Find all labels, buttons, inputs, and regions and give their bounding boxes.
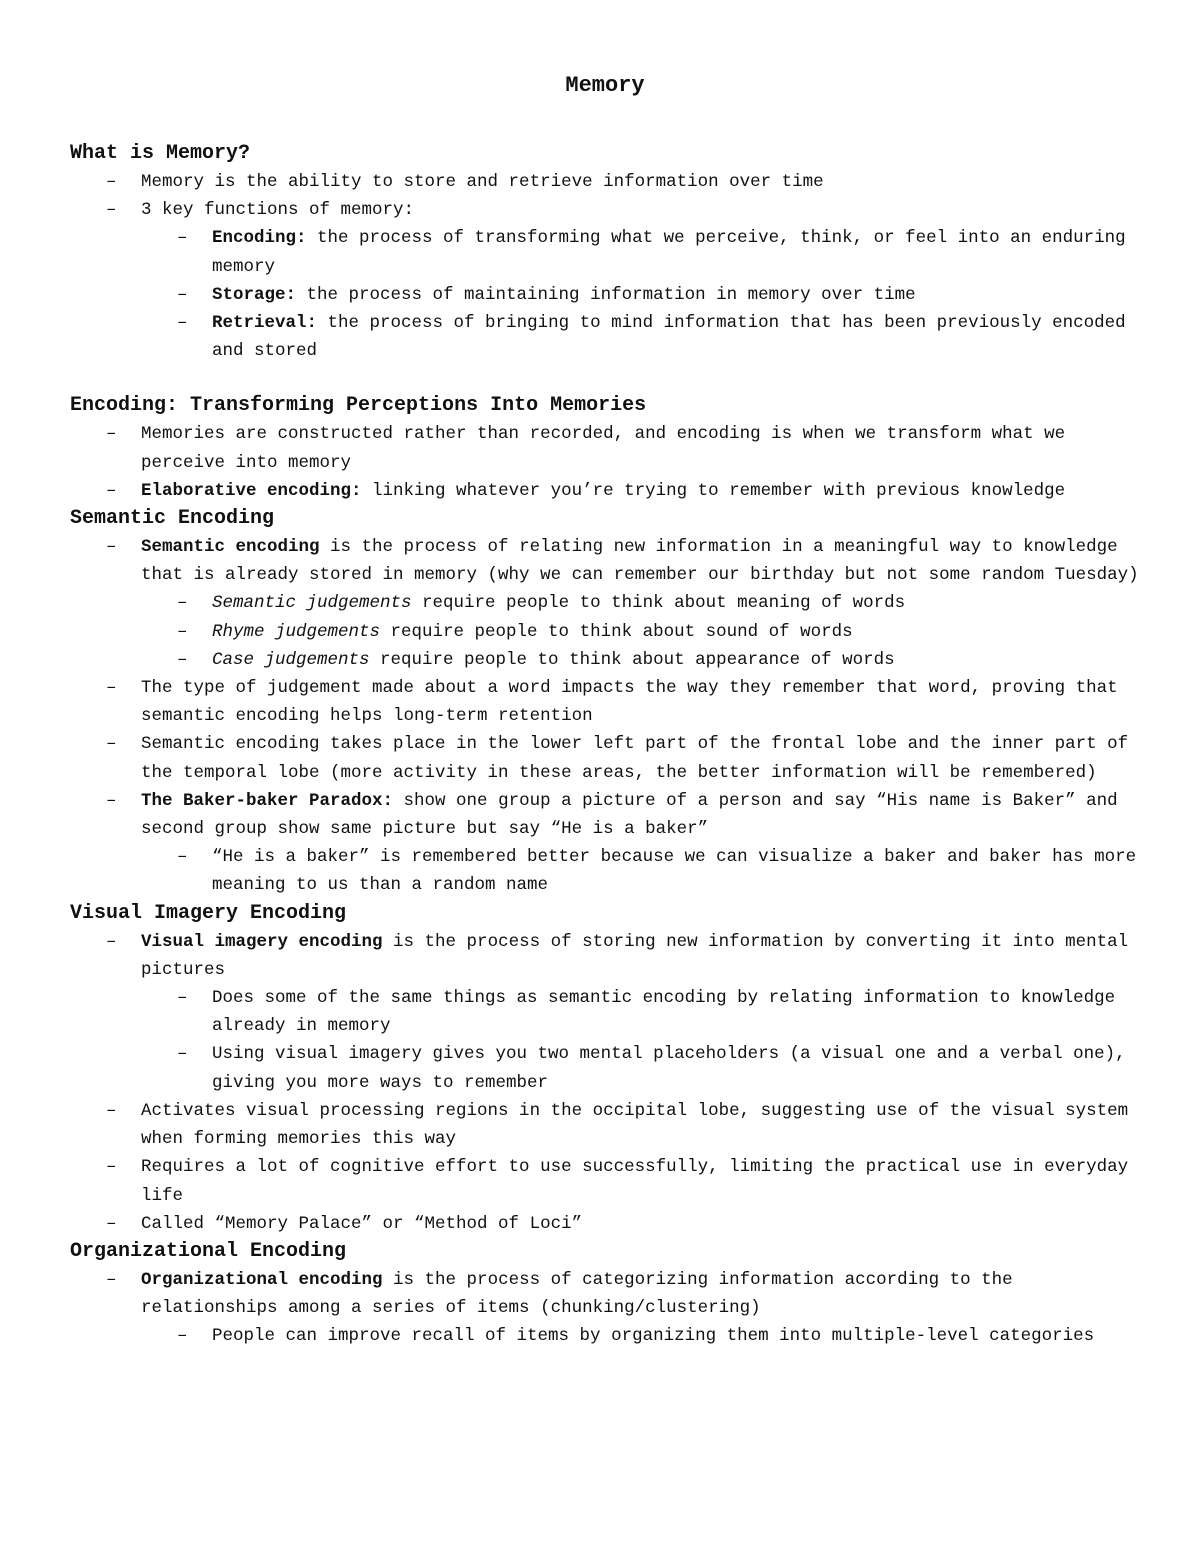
sub-bullet-list [141, 224, 1140, 365]
sub-list-item [141, 224, 1140, 280]
italic-term: Case judgements [212, 649, 370, 670]
bullet-text: People can improve recall of items by organizing them into multiple-level categories [212, 1326, 1095, 1347]
section-heading-what-is-memory: What is Memory? [70, 142, 251, 165]
definition: require people to think about meaning of words [411, 593, 906, 614]
bullet-text: Memories are constructed rather than recorded, and encoding is when we transform what we perceive into memory [141, 424, 1066, 473]
list-item [70, 168, 1140, 196]
sub-bullet-list [141, 1322, 1140, 1350]
list-item [70, 1210, 1140, 1238]
definition: the process of bringing to mind information that has been previously encoded and stored [212, 313, 1126, 362]
bullet-text: “He is a baker” is remembered better because we can visualize a baker and baker has more meaning to us than a random name [212, 847, 1137, 896]
definition: require people to think about sound of words [380, 621, 853, 642]
definition: linking whatever you’re trying to remember with previous knowledge [361, 480, 1066, 501]
sub-list-item [141, 1040, 1140, 1096]
definition: is the process of categorizing information according to the relationships among a series of items (chunking/clustering) [141, 1269, 1013, 1319]
list-item [70, 1097, 1140, 1153]
sub-bullet-list [141, 589, 1140, 674]
bullet-list [70, 533, 1140, 900]
page-title: Memory [565, 73, 645, 98]
list-item [70, 787, 1140, 900]
section-heading-encoding: Encoding: Transforming Perceptions Into Memories [70, 394, 647, 418]
bullet-list [70, 928, 1140, 1238]
list-item [70, 420, 1140, 476]
bullet-list [70, 420, 1140, 505]
sub-list-item [141, 1322, 1140, 1350]
section-heading-organizational-encoding: Organizational Encoding [70, 1239, 347, 1263]
definition: show one group a picture of a person and say “His name is Baker” and second group show same picture but say “He is a baker” [141, 790, 1118, 840]
bullet-text: Using visual imagery gives you two mental placeholders (a visual one and a verbal one), giving you more ways to remember [212, 1044, 1126, 1093]
list-item [70, 674, 1140, 730]
sub-bullet-list [141, 984, 1140, 1097]
sub-list-item [141, 646, 1140, 674]
term: Semantic encoding [141, 537, 320, 558]
definition: require people to think about appearance of words [369, 649, 895, 670]
sub-list-item [141, 843, 1140, 899]
bullet-text: The type of judgement made about a word impacts the way they remember that word, proving that semantic encoding helps long-term retention [141, 678, 1118, 727]
term: The Baker-baker Paradox: [141, 790, 394, 811]
sub-list-item [141, 589, 1140, 617]
term: Visual imagery encoding [141, 931, 383, 952]
definition: is the process of storing new information by converting it into mental pictures [141, 931, 1129, 980]
bullet-text: Semantic encoding takes place in the lower left part of the frontal lobe and the inner part of the temporal lobe (more activity in these areas, the better information will be remembered) [141, 734, 1129, 783]
bullet-text: 3 key functions of memory: [141, 200, 415, 221]
definition: the process of transforming what we perceive, think, or feel into an enduring memory [212, 228, 1126, 277]
section-heading-visual-imagery-encoding: Visual Imagery Encoding [70, 901, 347, 925]
bullet-text: Does some of the same things as semantic encoding by relating information to knowledge already in memory [212, 988, 1116, 1037]
italic-term: Semantic judgements [212, 593, 412, 614]
sub-bullet-list [141, 843, 1140, 899]
bullet-list [70, 168, 1140, 365]
term: Retrieval: [212, 313, 318, 334]
list-item [70, 928, 1140, 1097]
term: Encoding: [212, 228, 307, 249]
definition: is the process of relating new information in a meaningful way to knowledge that is already stored in memory (why we can remember our birthday but not some random Tuesday) [141, 537, 1139, 586]
term: Storage: [212, 284, 297, 305]
italic-term: Rhyme judgements [212, 621, 381, 642]
sub-list-item [141, 309, 1140, 365]
list-item [70, 730, 1140, 786]
bullet-text: Activates visual processing regions in the occipital lobe, suggesting use of the visual system when forming memories this way [141, 1100, 1129, 1150]
list-item [70, 196, 1140, 365]
definition: the process of maintaining information in memory over time [296, 284, 916, 305]
bullet-text: Memory is the ability to store and retrieve information over time [141, 172, 824, 192]
bullet-text: Requires a lot of cognitive effort to use successfully, limiting the practical use in everyday life [141, 1157, 1129, 1206]
list-item [70, 533, 1140, 674]
bullet-list [70, 1266, 1140, 1351]
sub-list-item [141, 618, 1140, 646]
sub-list-item [141, 281, 1140, 309]
term: Elaborative encoding: [141, 480, 362, 501]
section-heading-semantic-encoding: Semantic Encoding [70, 507, 275, 531]
list-item [70, 477, 1140, 505]
bullet-text: Called “Memory Palace” or “Method of Loci” [141, 1213, 583, 1234]
term: Organizational encoding [141, 1269, 383, 1290]
list-item [70, 1266, 1140, 1351]
sub-list-item [141, 984, 1140, 1040]
list-item [70, 1153, 1140, 1209]
